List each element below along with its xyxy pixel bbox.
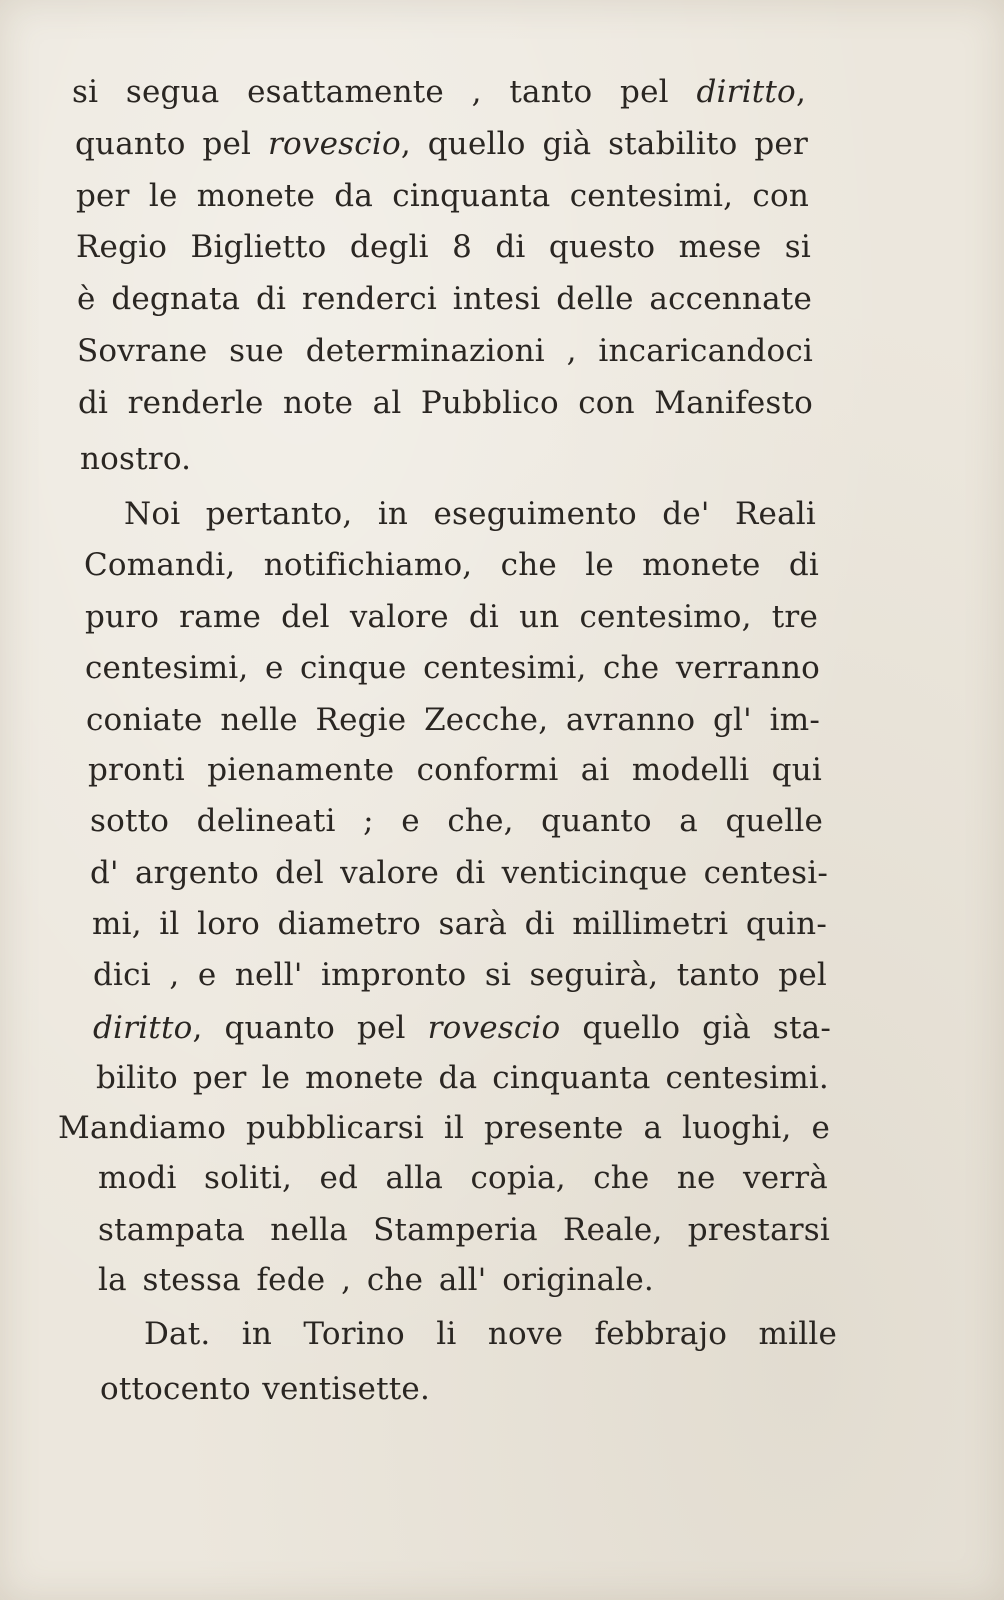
text-line xyxy=(88,752,822,788)
text-line xyxy=(78,385,813,421)
text-segment: Dat. in Torino li nove febbrajo mille xyxy=(144,1316,837,1352)
text-segment: di renderle note al Pubblico con Manifesto xyxy=(78,385,813,421)
text-line xyxy=(85,650,820,686)
text-line xyxy=(75,126,808,162)
text-line xyxy=(85,599,818,635)
text-segment: Sovrane sue determinazioni , incaricandoci xyxy=(77,333,813,369)
text-line xyxy=(86,702,820,738)
text-line xyxy=(98,1212,830,1248)
text-segment: è degnata di renderci intesi delle accennate xyxy=(77,281,812,317)
text-segment: pronti pienamente conformi ai modelli qui xyxy=(88,752,822,788)
text-segment: diritto xyxy=(696,74,796,110)
text-line xyxy=(144,1316,837,1352)
text-line xyxy=(98,1160,828,1196)
text-segment: puro rame del valore di un centesimo, tre xyxy=(85,599,818,635)
text-line xyxy=(84,547,819,583)
text-line xyxy=(92,906,827,942)
text-segment: coniate nelle Regie Zecche, avranno gl' im- xyxy=(86,702,820,738)
text-segment: , xyxy=(795,74,806,110)
text-segment: Mandiamo pubblicarsi il presente a luoghi, e xyxy=(58,1110,830,1146)
text-line xyxy=(77,333,813,369)
text-segment: la stessa fede , che all' originale. xyxy=(98,1262,654,1298)
text-segment: rovescio xyxy=(427,1010,561,1046)
text-segment: si segua esattamente , tanto pel xyxy=(72,74,697,110)
text-segment: d' argento del valore di venticinque centesi- xyxy=(90,855,828,891)
text-segment: Noi pertanto, in eseguimento de' Reali xyxy=(124,496,816,532)
text-segment: sotto delineati ; e che, quanto a quelle xyxy=(90,803,823,839)
text-segment: Comandi, notifichiamo, che le monete di xyxy=(84,547,819,583)
text-segment: Regio Biglietto degli 8 di questo mese si xyxy=(76,229,811,265)
text-line xyxy=(76,178,809,214)
text-segment: stampata nella Stamperia Reale, prestarsi xyxy=(98,1212,830,1248)
text-line xyxy=(90,803,823,839)
text-line xyxy=(80,441,191,477)
text-segment: dici , e nell' impronto si seguirà, tanto pel xyxy=(93,957,827,993)
text-segment: quanto pel xyxy=(75,126,269,162)
text-segment: nostro. xyxy=(80,441,192,477)
text-line xyxy=(100,1371,430,1407)
text-segment: mi, il loro diametro sarà di millimetri quin- xyxy=(92,906,827,942)
text-line xyxy=(72,74,806,110)
text-segment: centesimi, e cinque centesimi, che verranno xyxy=(85,650,820,686)
text-line xyxy=(96,1060,829,1096)
text-line xyxy=(93,1010,831,1046)
text-line xyxy=(58,1110,830,1146)
text-segment: modi soliti, ed alla copia, che ne verrà xyxy=(98,1160,828,1196)
text-line xyxy=(93,957,827,993)
text-segment: , quello già stabilito per xyxy=(400,126,808,162)
text-segment: bilito per le monete da cinquanta centesimi. xyxy=(96,1060,829,1096)
text-line xyxy=(76,229,811,265)
text-line xyxy=(77,281,812,317)
text-segment: , quanto pel xyxy=(192,1010,428,1046)
text-segment: ottocento ventisette. xyxy=(100,1371,430,1407)
text-segment: per le monete da cinquanta centesimi, con xyxy=(76,178,809,214)
text-line xyxy=(90,855,828,891)
text-segment: quello già sta- xyxy=(560,1010,831,1046)
text-segment: rovescio xyxy=(268,126,401,162)
text-segment: diritto xyxy=(93,1010,193,1046)
text-line xyxy=(98,1262,654,1298)
text-line xyxy=(124,496,816,532)
